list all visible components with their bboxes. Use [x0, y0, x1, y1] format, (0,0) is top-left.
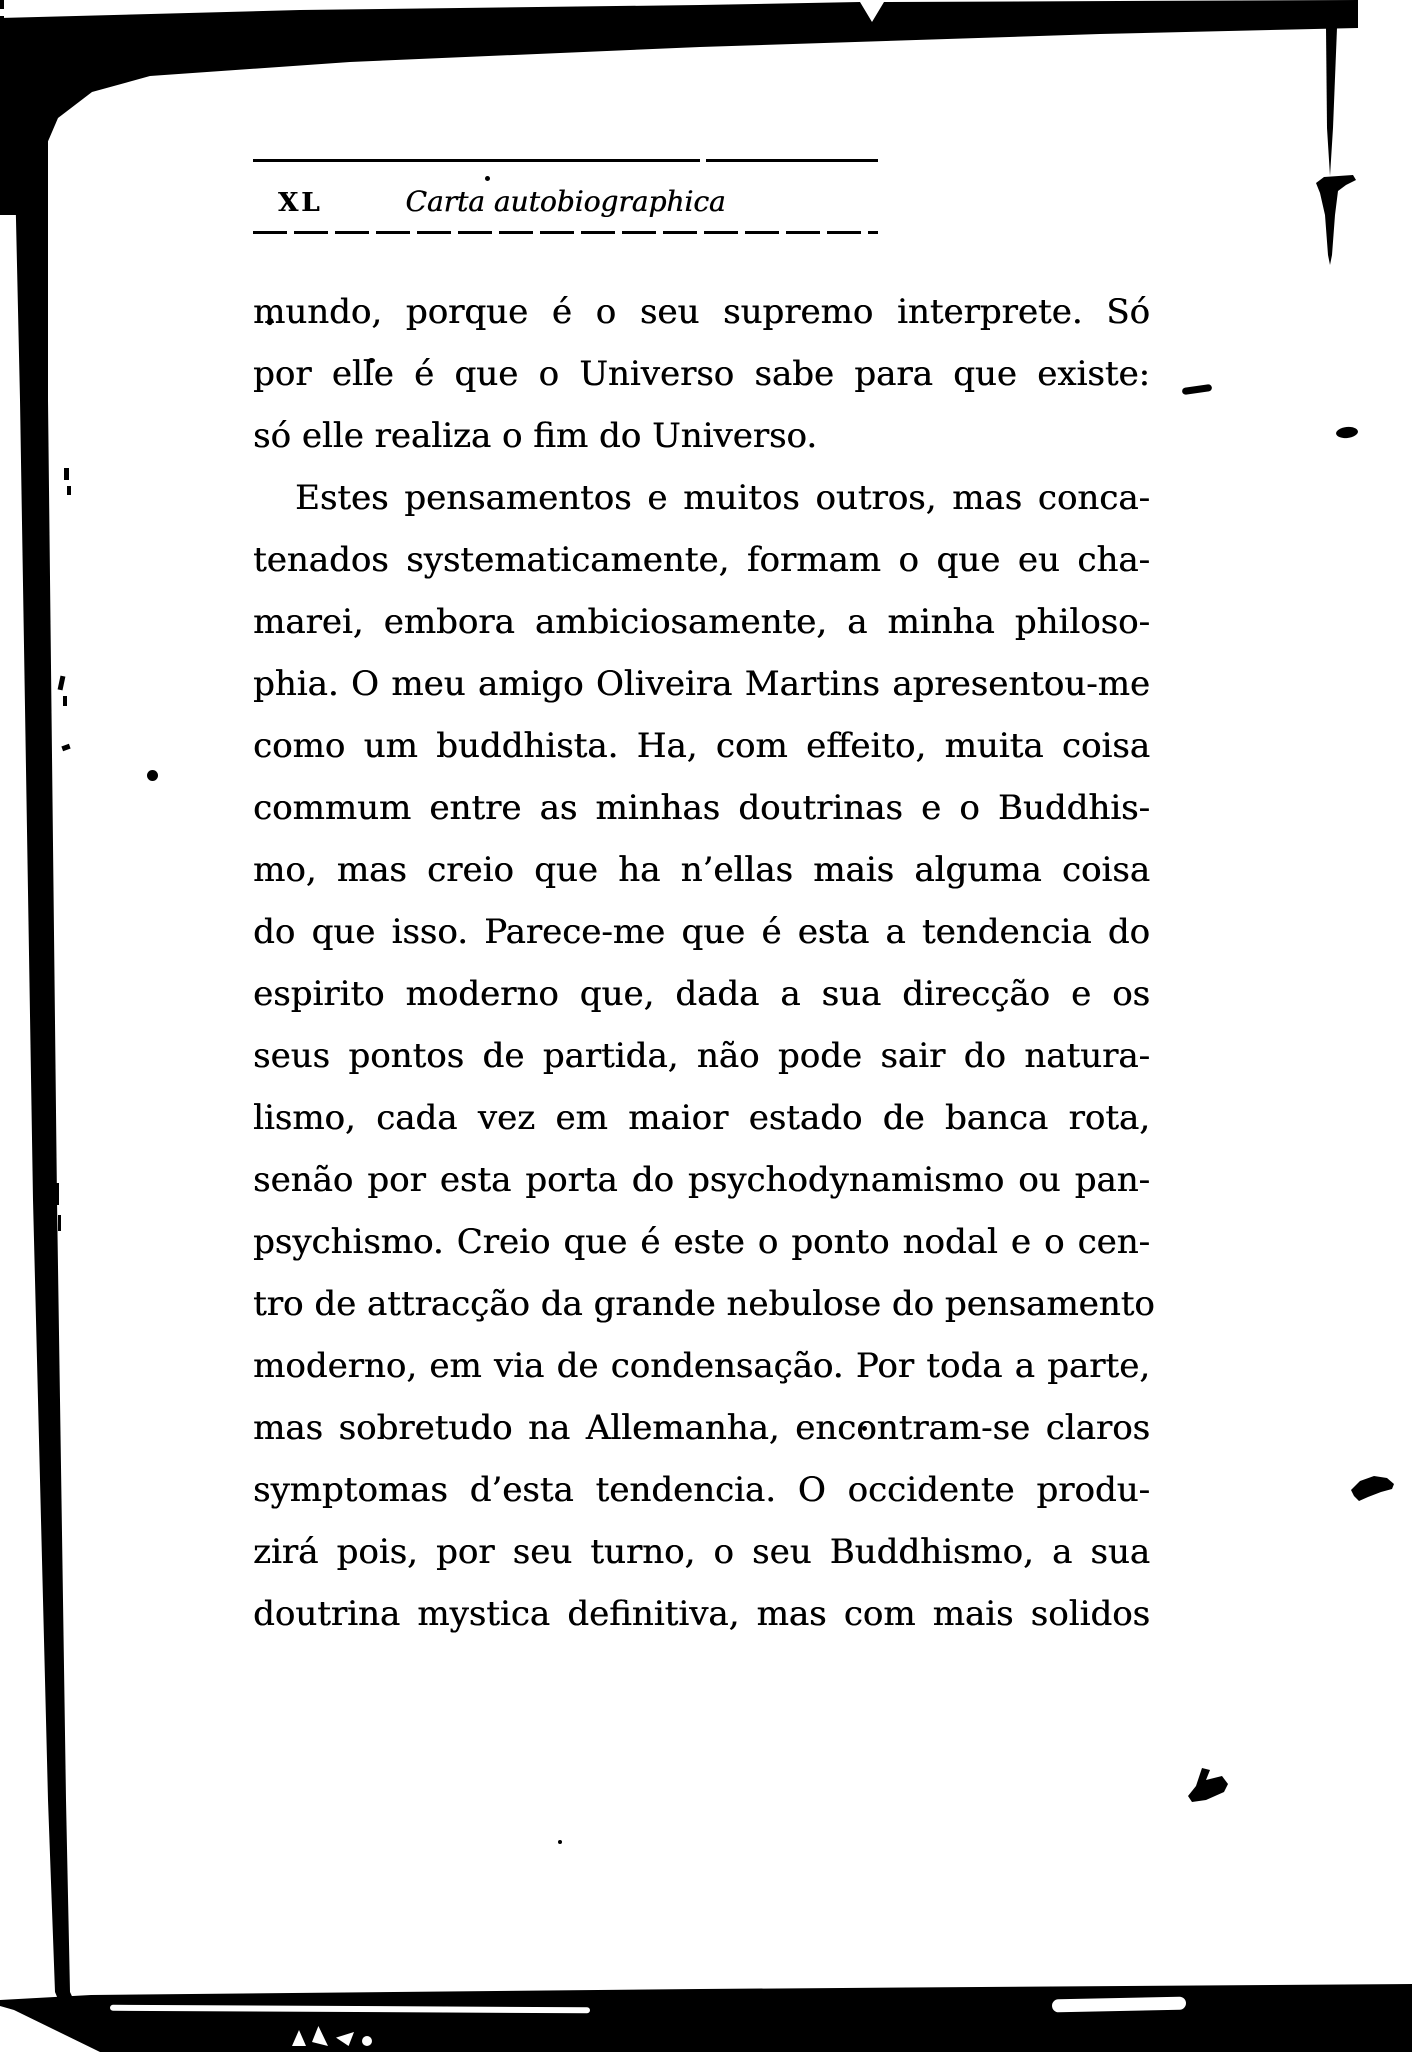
scan-left-border [0, 36, 110, 2052]
scan-bottom-border [0, 1980, 1412, 2052]
text-line: do que isso. Parece-me que é esta a tendencia do [253, 912, 1150, 952]
scan-speck [58, 676, 66, 691]
scan-speck [64, 468, 69, 480]
text-line: marei, embora ambiciosamente, a minha philoso- [253, 602, 1150, 642]
text-line: mo, mas creio que ha n’ellas mais alguma coisa [253, 850, 1150, 890]
page-number: XL [278, 188, 323, 218]
body-text [253, 281, 1155, 1645]
scan-dot [147, 770, 158, 781]
scan-right-vertical-line [1324, 28, 1338, 178]
text-line: como um buddhista. Ha, com effeito, muita coisa [253, 726, 1150, 766]
text-line: tro de attracção da grande nebulose do pensamento [253, 1284, 1155, 1324]
scan-right-dash-mark [1335, 426, 1358, 439]
text-line: commum entre as minhas doutrinas e o Buddhis- [253, 788, 1150, 828]
text-line: zirá pois, por seu turno, o seu Buddhismo, a sua [253, 1532, 1150, 1572]
header-rule-top [253, 159, 878, 162]
scan-speck [55, 1183, 59, 1205]
text-line: por elle é que o Universo sabe para que existe: [253, 354, 1150, 394]
scan-speck [67, 486, 71, 495]
text-line: lismo, cada vez em maior estado de banca rota, [253, 1098, 1150, 1138]
scan-white-speck [362, 2036, 372, 2046]
text-line: seus pontos de partida, não pode sair do natura- [253, 1036, 1150, 1076]
scan-top-border [0, 0, 1358, 215]
scan-right-ink-blot [1316, 175, 1356, 265]
text-line: symptomas d’esta tendencia. O occidente produ- [253, 1470, 1150, 1510]
header-rule-bottom [253, 231, 878, 234]
text-line: doutrina mystica definitiva, mas com mais solidos [253, 1594, 1150, 1634]
text-line: moderno, em via de condensação. Por toda a parte, [253, 1346, 1150, 1386]
scan-hook-ink-blot [1188, 1768, 1228, 1802]
text-line: senão por esta porta do psychodynamismo ou pan- [253, 1160, 1150, 1200]
text-line: mundo, porque é o seu supremo interprete. Só [253, 292, 1150, 332]
scan-speck [63, 696, 67, 706]
text-line: phia. O meu amigo Oliveira Martins apresentou-me [253, 664, 1150, 704]
scan-speck [61, 744, 70, 751]
running-title: Carta autobiographica [405, 185, 726, 218]
text-line: Estes pensamentos e muitos outros, mas conca- [295, 478, 1150, 518]
text-line: espirito moderno que, dada a sua direcção e os [253, 974, 1150, 1014]
scan-dot [485, 176, 490, 181]
text-line: só elle realiza o fim do Universo. [253, 416, 818, 456]
scan-dot [558, 1840, 562, 1844]
scan-right-dash-mark [1182, 384, 1213, 395]
text-line: tenados systematicamente, formam o que eu cha- [253, 540, 1150, 580]
scan-right-ink-blot [1351, 1476, 1394, 1501]
text-line: mas sobretudo na Allemanha, encontram-se claros [253, 1408, 1150, 1448]
scan-speck [58, 1215, 61, 1231]
text-line: psychismo. Creio que é este o ponto nodal e o cen- [253, 1222, 1150, 1262]
